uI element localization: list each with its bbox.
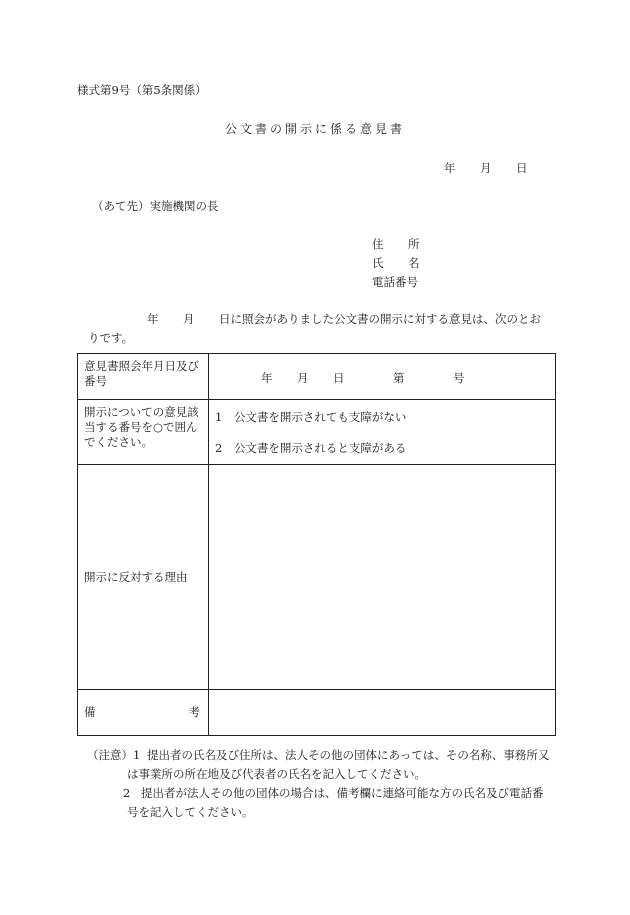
row1-no: 第 bbox=[393, 371, 405, 385]
note-2-line1: 提出者が法人その他の団体の場合は、備考欄に連絡可能な方の氏名及び電話番 bbox=[141, 786, 544, 800]
opinion-table bbox=[77, 353, 556, 736]
date-month: 月 bbox=[480, 161, 492, 175]
objection-reason-field[interactable] bbox=[209, 465, 556, 690]
sender-phone-label: 電話番号 bbox=[372, 275, 418, 289]
opinion-option-1[interactable]: 1 公文書を開示されても支障がない bbox=[215, 410, 407, 424]
row1-year: 年 bbox=[261, 371, 273, 385]
sender-name-b: 名 bbox=[408, 256, 420, 270]
row1-go: 号 bbox=[453, 371, 465, 385]
inquiry-date-number-label: 意見書照会年月日及び番号 bbox=[78, 354, 209, 400]
note-2-number: 2 bbox=[123, 786, 131, 800]
addressee: （あて先）実施機関の長 bbox=[92, 199, 219, 213]
objection-reason-label: 開示に反対する理由 bbox=[78, 465, 209, 690]
note-1-line1: 提出者の氏名及び住所は、法人その他の団体にあっては、その名称、事務所又 bbox=[147, 748, 550, 762]
sender-address-a: 住 bbox=[372, 237, 384, 251]
note-2-line2: 号を記入してください。 bbox=[127, 805, 254, 819]
notes bbox=[77, 746, 557, 822]
remarks-field[interactable] bbox=[209, 690, 556, 736]
intro-line1: 日に照会がありました公文書の開示に対する意見は、次のとお bbox=[219, 312, 541, 326]
form-id: 様式第9号（第5条関係） bbox=[77, 83, 207, 97]
opinion-option-2[interactable]: 2 公文書を開示されると支障がある bbox=[215, 441, 407, 455]
note-1-number: 1 bbox=[133, 748, 141, 762]
opinion-options[interactable] bbox=[209, 400, 556, 465]
note-1-line2: は事業所の所在地及び代表者の氏名を記入してください。 bbox=[127, 767, 426, 781]
document-title: 公文書の開示に係る意見書 bbox=[224, 122, 405, 136]
remarks-label bbox=[78, 690, 209, 736]
date-year: 年 bbox=[444, 161, 456, 175]
row1-day: 日 bbox=[333, 371, 345, 385]
intro-line2: りです。 bbox=[88, 331, 134, 345]
notes-prefix: （注意） bbox=[87, 748, 133, 762]
date-day: 日 bbox=[516, 161, 528, 175]
intro-month: 月 bbox=[183, 312, 195, 326]
remarks-label-b: 考 bbox=[188, 705, 200, 719]
intro-year: 年 bbox=[147, 312, 159, 326]
opinion-label: 開示についての意見該当する番号を○で囲んでください。 bbox=[78, 400, 209, 465]
sender-name-a: 氏 bbox=[372, 256, 384, 270]
row1-month: 月 bbox=[297, 371, 309, 385]
remarks-label-a: 備 bbox=[84, 705, 96, 719]
sender-address-b: 所 bbox=[408, 237, 420, 251]
inquiry-date-number-field[interactable] bbox=[209, 354, 556, 400]
